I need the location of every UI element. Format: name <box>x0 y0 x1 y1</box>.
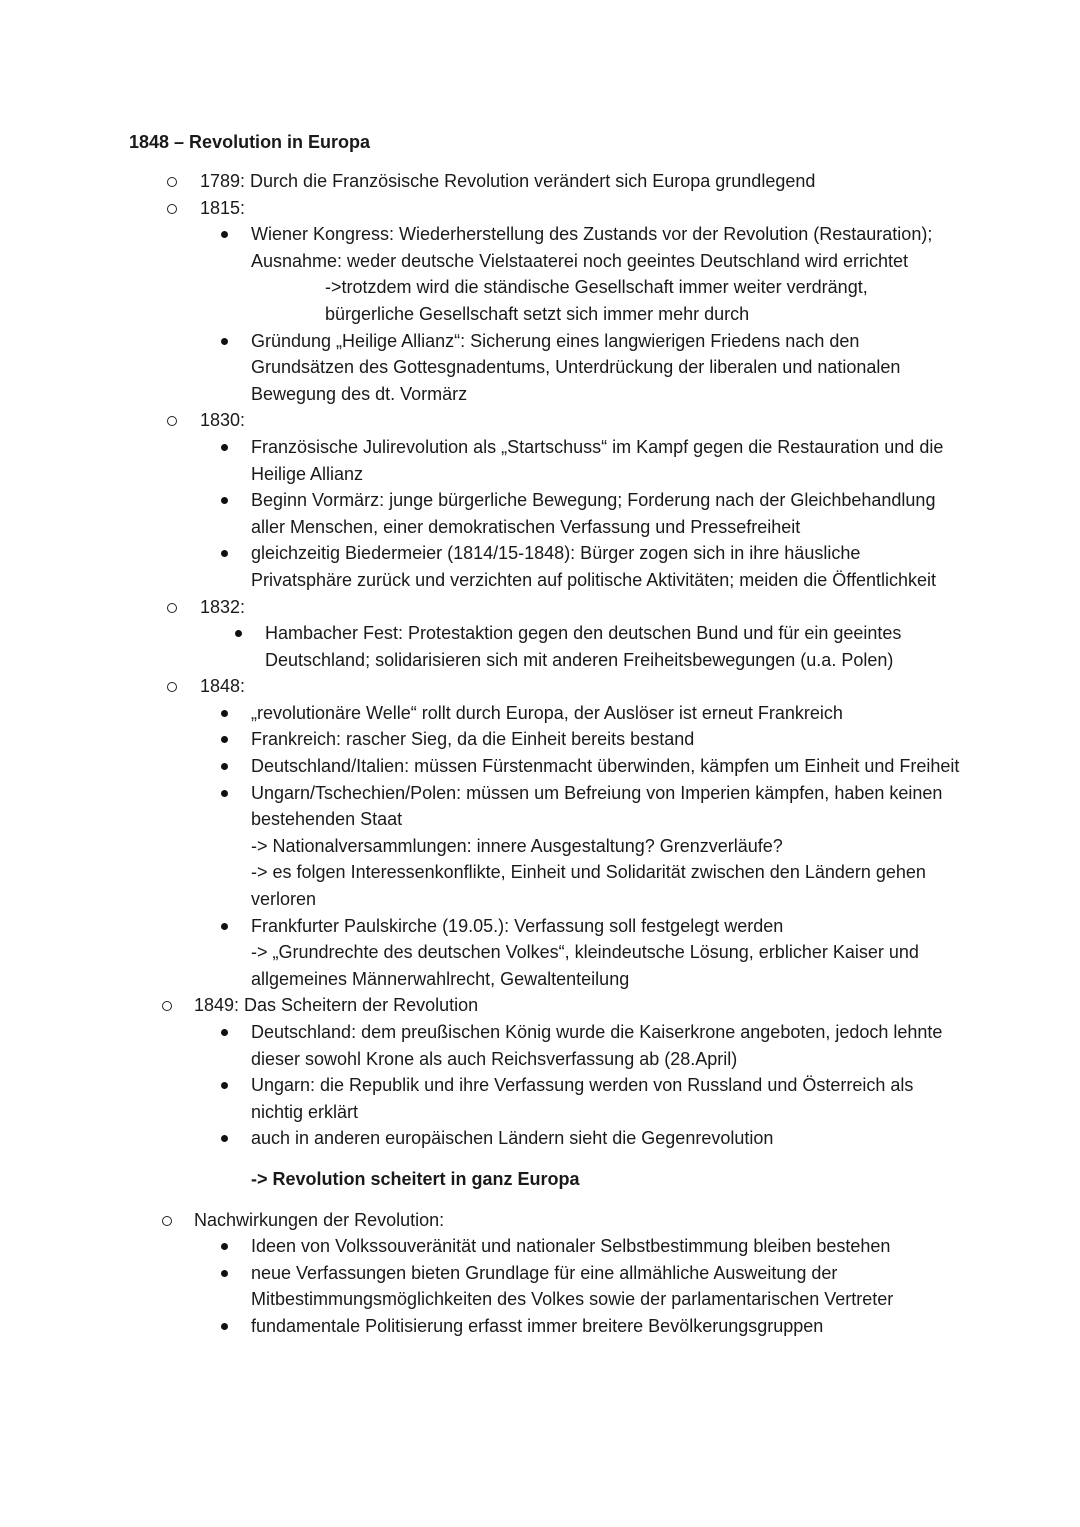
bullet-icon <box>221 231 228 238</box>
sub-item-text: Ungarn: die Republik und ihre Verfassung werden von Russland und Österreich als nichtig erklärt <box>251 1075 914 1122</box>
hollow-bullet-icon <box>167 204 177 214</box>
sub-item-text: Hambacher Fest: Protestaktion gegen den deutschen Bund und für ein geeintes Deutschland; solidarisieren sich mit anderen Freiheitsbewegungen (u.a. Polen) <box>265 623 902 670</box>
list-item-1815 <box>0 195 1080 222</box>
bullet-icon <box>221 763 228 770</box>
list-item-1832 <box>0 594 1080 621</box>
sub-item <box>0 1072 961 1125</box>
sub-item-text: Gründung „Heilige Allianz“: Sicherung eines langwierigen Friedens nach den Grundsätzen des Gottesgnadentums, Unterdrückung der liberalen und nationalen Bewegung des dt. Vormärz <box>251 330 901 404</box>
sub-item <box>0 221 961 327</box>
hollow-bullet-icon <box>167 603 177 613</box>
sub-item-text: Deutschland: dem preußischen König wurde die Kaiserkrone angeboten, jedoch lehnte dieser sowohl Krone als auch Reichsverfassung ab (28.April) <box>251 1022 943 1069</box>
sub-item-text: Ideen von Volkssouveränität und nationaler Selbstbestimmung bleiben bestehen <box>251 1236 891 1257</box>
sub-item-text: fundamentale Politisierung erfasst immer breitere Bevölkerungsgruppen <box>251 1315 824 1336</box>
sub-item <box>0 726 961 753</box>
sub-item-note: -> es folgen Interessenkonflikte, Einheit und Solidarität zwischen den Ländern gehen verloren <box>251 862 926 910</box>
list-item-text: 1848: <box>200 676 246 697</box>
list-item-text: 1789: Durch die Französische Revolution verändert sich Europa grundlegend <box>200 171 816 191</box>
bullet-icon <box>221 338 228 345</box>
bullet-icon <box>221 1323 228 1330</box>
bullet-icon <box>221 790 228 797</box>
bullet-icon <box>221 550 228 557</box>
sub-item <box>0 328 961 408</box>
bullet-icon <box>221 710 228 717</box>
hollow-bullet-icon <box>162 1001 172 1011</box>
bullet-icon <box>221 1270 228 1277</box>
list-item-1848 <box>0 673 1080 700</box>
sub-item-text: Wiener Kongress: Wiederherstellung des Zustands vor der Revolution (Restauration); Ausnahme: weder deutsche Vielstaaterei noch geeintes Deutschland wird errichtet <box>251 224 933 271</box>
sub-item-text: „revolutionäre Welle“ rollt durch Europa, der Auslöser ist erneut Frankreich <box>251 702 843 723</box>
sub-item <box>0 620 975 673</box>
sub-item <box>0 780 961 913</box>
sub-item-text: neue Verfassungen bieten Grundlage für eine allmähliche Ausweitung der Mitbestimmungsmöglichkeiten des Volkes sowie der parlamentarischen Vertreter <box>251 1262 894 1310</box>
sub-item <box>0 540 961 593</box>
bullet-icon <box>221 1082 228 1089</box>
sub-item <box>0 487 961 540</box>
sub-item <box>0 1233 961 1260</box>
bullet-icon <box>221 923 228 930</box>
sub-item <box>0 434 961 487</box>
sub-item-text: Frankreich: rascher Sieg, da die Einheit bereits bestand <box>251 729 695 750</box>
list-item-text: 1849: Das Scheitern der Revolution <box>194 995 479 1016</box>
bullet-icon <box>221 444 228 451</box>
sub-item-text: auch in anderen europäischen Ländern sieht die Gegenrevolution <box>251 1128 774 1149</box>
list-item-text: 1815: <box>200 197 246 218</box>
sub-item <box>0 1125 961 1152</box>
bullet-icon <box>221 736 228 743</box>
list-item-1789 <box>0 168 1080 195</box>
bullet-icon <box>221 1135 228 1142</box>
sub-item-text: Frankfurter Paulskirche (19.05.): Verfassung soll festgelegt werden <box>251 915 784 936</box>
sub-item-note: ->trotzdem wird die ständische Gesellschaft immer weiter verdrängt, bürgerliche Gesellschaft setzt sich immer mehr durch <box>325 277 868 324</box>
list-item-1830 <box>0 407 1080 434</box>
conclusion-line: -> Revolution scheitert in ganz Europa <box>251 1168 580 1189</box>
list-item-1849 <box>0 992 1080 1019</box>
hollow-bullet-icon <box>167 416 177 426</box>
sub-item-note: -> Nationalversammlungen: innere Ausgestaltung? Grenzverläufe? <box>251 835 783 856</box>
sub-item-text: Beginn Vormärz: junge bürgerliche Bewegung; Forderung nach der Gleichbehandlung aller Menschen, einer demokratischen Verfassung und Pressefreiheit <box>251 490 936 537</box>
sub-item <box>0 1313 961 1340</box>
sub-item-text: gleichzeitig Biedermeier (1814/15-1848): Bürger zogen sich in ihre häusliche Privatsphäre zurück und verzichten auf politische Aktivitäten; meiden die Öffentlichkeit <box>251 543 937 590</box>
bullet-icon <box>221 497 228 504</box>
bullet-icon <box>221 1243 228 1250</box>
bullet-icon <box>235 630 242 637</box>
list-item-text: 1832: <box>200 596 246 617</box>
sub-item <box>0 1019 961 1072</box>
sub-item <box>0 700 961 727</box>
hollow-bullet-icon <box>162 1216 172 1226</box>
bullet-icon <box>221 1029 228 1036</box>
sub-item-text: Ungarn/Tschechien/Polen: müssen um Befreiung von Imperien kämpfen, haben keinen bestehenden Staat <box>251 782 943 830</box>
sub-item-text: Französische Julirevolution als „Startschuss“ im Kampf gegen die Restauration und die Heilige Allianz <box>251 436 944 484</box>
sub-item-note: -> „Grundrechte des deutschen Volkes“, kleindeutsche Lösung, erblicher Kaiser und allgemeines Männerwahlrecht, Gewaltenteilung <box>251 942 919 989</box>
list-item-text: Nachwirkungen der Revolution: <box>194 1209 445 1230</box>
sub-item <box>0 753 961 780</box>
hollow-bullet-icon <box>167 682 177 692</box>
outline <box>0 168 1080 1340</box>
hollow-bullet-icon <box>167 177 177 187</box>
page-title: 1848 – Revolution in Europa <box>129 132 371 152</box>
sub-item-text: Deutschland/Italien: müssen Fürstenmacht überwinden, kämpfen um Einheit und Freiheit <box>251 756 960 777</box>
sub-item <box>0 913 961 993</box>
list-item-text: 1830: <box>200 410 246 431</box>
sub-item <box>0 1260 961 1313</box>
list-item-aftermath <box>0 1207 1080 1234</box>
